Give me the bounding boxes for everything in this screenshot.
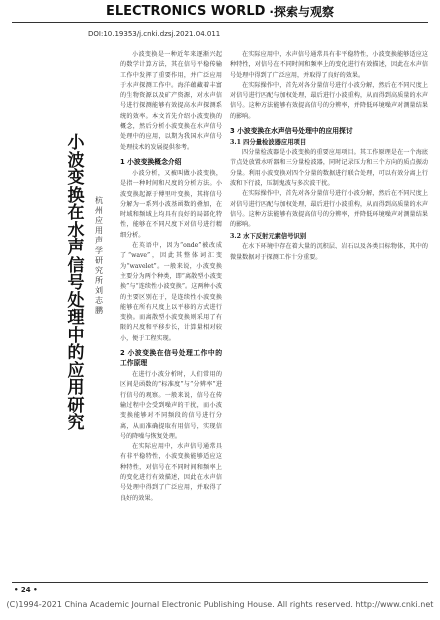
doi-line: DOI:10.19353/j.cnki.dzsj.2021.04.011 xyxy=(88,30,221,38)
section-2-heading: 2 小波变换在信号处理工作中的工作原理 xyxy=(120,349,222,368)
journal-name: ELECTRONICS WORLD xyxy=(106,3,266,19)
page-number: • 24 • xyxy=(14,586,38,594)
section-3-2-paragraph-1: 在水下环境中存在着大量的沉积层、岩石以及各类目标物体，其中的微量数据对于探测工作十分重要。 xyxy=(230,243,428,261)
footer-divider xyxy=(12,582,428,583)
section-1-paragraph-2: 在英语中，因为“onde”被改成了“wave”，因此其整体词汇变为“wavelet”。一般来说，小波变换主要分为两个种类，即“离散型小波变换”与“连续性小波变换”。这两种小波的主要区别在于，是连续性小波变换能够在所有尺度上以平移的方式进行变换。而离散型小波变换则采用了有限的尺度和平移步长，计算量相对较小，便于工程实现。 xyxy=(120,242,222,342)
affiliation: 杭州应用声学研究所 xyxy=(95,196,103,285)
section-1-heading: 1 小波变换概念介绍 xyxy=(120,157,182,166)
section-2-paragraph-1: 在进行小波分析时，人们常用的区间是函数的“标准度”与“分辨率”进行信号的观察。一般来说，信号在传输过程中会受到噪声的干扰，而小波变换能够对不同频段的信号进行分离，从而准确提取有用信号，实现信号的降噪与恢复处理。 xyxy=(120,371,222,440)
section-1-paragraph-1: 小波分析，又被叫做小波变换，是指一种时间和尺度的分析方法。小波变换起源于傅里叶变换，其将信号分解为一系列小波基函数的叠加，在时域和频域上均具有良好的局部化特性，能够在不同尺度下对信号进行精细分析。 xyxy=(120,169,222,239)
right-column xyxy=(230,50,428,575)
section-name: ·探索与观察 xyxy=(269,4,334,19)
continued-paragraph-2: 在实际操作中，首先对各分量信号进行小波分解，然后在不同尺度上对信号进行匹配与加权处理，最后进行小波重构，从而得到高质量的水声信号。这种方法能够有效提高信号的分辨率，并降低环境噪声对测量结果的影响。 xyxy=(230,81,428,120)
header-divider xyxy=(12,22,428,23)
section-3-1-paragraph-1: 四分量检波器是小波变换的重要应用项目。其工作原理是在一个海底节点处放置水听器和三分量检波器，同时记录压力和三个方向的质点振动分量。利用小波变换对四个分量的数据进行联合处理，可以有效分离上行波和下行波，压制鬼波与多次波干扰。 xyxy=(230,149,428,187)
section-3-1-heading: 3.1 四分量检波器应用项目 xyxy=(230,139,307,147)
copyright-footer: (C)1994-2021 China Academic Journal Electronic Publishing House. All rights reserved. http://www.cnki.net xyxy=(6,600,434,609)
author-affiliation xyxy=(94,196,104,316)
continued-paragraph: 在实际应用中，水声信号通常具有非平稳特性，小波变换能够适应这种特性，对信号在不同时间和频率上的变化进行有效描述，因此在水声信号处理中得到了广泛应用，并取得了良好的效果。 xyxy=(230,51,428,79)
section-3-1-paragraph-2: 在实际操作中，首先对各分量信号进行小波分解，然后在不同尺度上对信号进行匹配与加权处理，最后进行小波重构，从而得到高质量的水声信号。这种方法能够有效提高信号的分辨率，并降低环境噪声对测量结果的影响。 xyxy=(230,190,428,229)
section-2-paragraph-2: 在实际应用中，水声信号通常具有非平稳特性，小波变换能够适应这种特性，对信号在不同时间和频率上的变化进行有效描述，因此在水声信号处理中得到了广泛应用，并取得了良好的效果。 xyxy=(120,443,222,502)
author-name: 刘志鹏 xyxy=(95,286,103,315)
middle-column xyxy=(120,50,222,575)
abstract: 小波变换是一种近年来逐渐兴起的数学计算方法，其在信号平稳传输工作中发挥了重要作用，并广泛应用于水声探测工作中。海洋蕴藏着丰富的生物资源以及矿产资源，对水声信号进行探测能够有效提高水声探测系统的效率。本文首先介绍小波变换的概念，然后分析小波变换在水声信号处理中的应用，以期为我国水声信号处理技术的发展提供参考。 xyxy=(120,51,222,151)
page-header xyxy=(0,0,440,22)
section-3-heading: 3 小波变换在水声信号处理中的应用探讨 xyxy=(230,127,353,136)
article-title: 小波变换在水声信号处理中的应用研究 xyxy=(67,133,85,433)
section-3-2-heading: 3.2 水下反射元素信号识别 xyxy=(230,233,307,241)
